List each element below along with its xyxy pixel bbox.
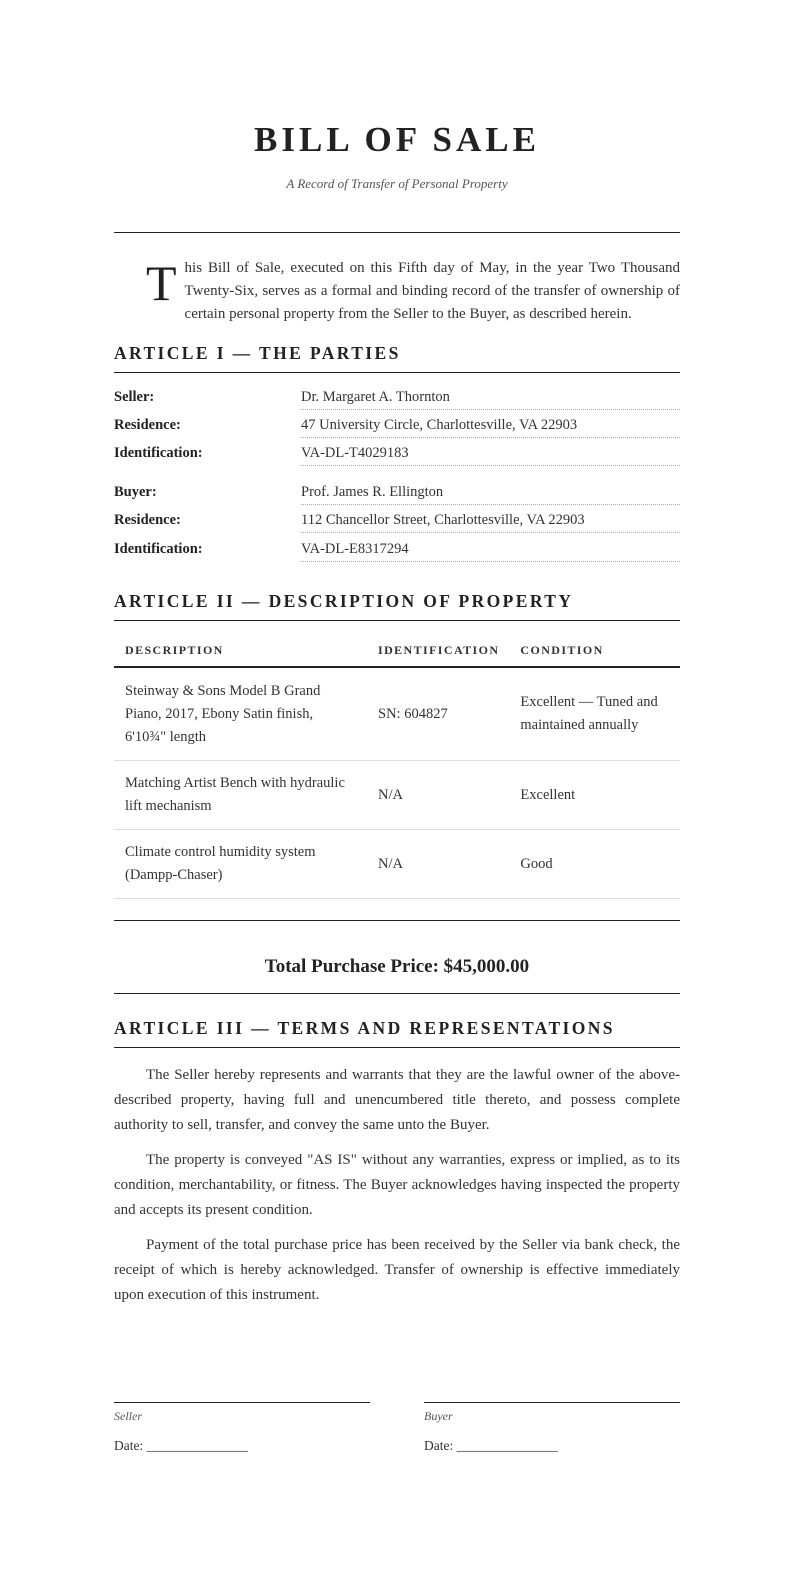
row-condition: Good bbox=[509, 830, 680, 899]
terms-paragraph: Payment of the total purchase price has been received by the Seller via bank check, the receipt of which is hereby acknowledged. Transfer of ownership is effective immediately upon execution of this instrument. bbox=[114, 1237, 680, 1303]
terms-section bbox=[114, 1063, 680, 1318]
table-row bbox=[114, 667, 680, 761]
article-3-heading: ARTICLE III — TERMS AND REPRESENTATIONS bbox=[114, 1018, 615, 1038]
terms-paragraph: The property is conveyed "AS IS" without any warranties, express or implied, as to its condition, merchantability, or fitness. The Buyer acknowledges having inspected the property and accepts its present condition. bbox=[114, 1152, 680, 1218]
buyer-signature-caption: Buyer bbox=[424, 1409, 453, 1423]
total-top-divider bbox=[114, 920, 680, 921]
buyer-id-value: VA-DL-E8317294 bbox=[301, 538, 680, 562]
buyer-residence-value: 112 Chancellor Street, Charlottesville, VA 22903 bbox=[301, 509, 680, 533]
document-subtitle: A Record of Transfer of Personal Property bbox=[286, 176, 508, 191]
seller-id-field bbox=[114, 442, 680, 466]
buyer-label: Buyer: bbox=[114, 484, 157, 500]
row-description: Steinway & Sons Model B Grand Piano, 2017, Ebony Satin finish, 6'10¾" length bbox=[114, 667, 367, 761]
buyer-signature-block bbox=[424, 1402, 680, 1455]
buyer-residence-label: Residence: bbox=[114, 512, 181, 528]
article-1-divider bbox=[114, 372, 680, 373]
seller-label: Seller: bbox=[114, 389, 155, 405]
table-row bbox=[114, 830, 680, 899]
seller-name-field bbox=[114, 386, 680, 410]
table-row bbox=[114, 761, 680, 830]
property-table-header bbox=[114, 637, 680, 667]
seller-id-value: VA-DL-T4029183 bbox=[301, 442, 680, 466]
property-table bbox=[114, 637, 680, 899]
total-bottom-divider bbox=[114, 993, 680, 994]
buyer-id-field bbox=[114, 538, 680, 562]
article-2-heading: ARTICLE II — DESCRIPTION OF PROPERTY bbox=[114, 591, 574, 611]
seller-date-field[interactable]: Date: _______________ bbox=[114, 1438, 248, 1453]
row-identification: SN: 604827 bbox=[367, 667, 509, 761]
buyer-value: Prof. James R. Ellington bbox=[301, 481, 680, 505]
total-purchase-price: Total Purchase Price: $45,000.00 bbox=[264, 956, 530, 977]
article-2-divider bbox=[114, 620, 680, 621]
article-3-divider bbox=[114, 1047, 680, 1048]
seller-signature-line[interactable] bbox=[114, 1402, 370, 1403]
buyer-signature-line[interactable] bbox=[424, 1402, 680, 1403]
seller-signature-block bbox=[114, 1402, 370, 1455]
seller-residence-label: Residence: bbox=[114, 417, 181, 433]
terms-paragraph: The Seller hereby represents and warrants that they are the lawful owner of the above-described property, having full and unencumbered title thereto, and possess complete authority to sell, transfer, and convey the same unto the Buyer. bbox=[114, 1067, 680, 1133]
seller-id-label: Identification: bbox=[114, 445, 203, 461]
seller-residence-value: 47 University Circle, Charlottesville, VA 22903 bbox=[301, 414, 680, 438]
seller-residence-field bbox=[114, 414, 680, 438]
row-identification: N/A bbox=[367, 761, 509, 830]
row-description: Matching Artist Bench with hydraulic lift mechanism bbox=[114, 761, 367, 830]
row-identification: N/A bbox=[367, 830, 509, 899]
buyer-name-field bbox=[114, 481, 680, 505]
column-header-identification: IDENTIFICATION bbox=[367, 637, 509, 667]
buyer-residence-field bbox=[114, 509, 680, 533]
drop-cap: T bbox=[146, 255, 177, 311]
seller-value: Dr. Margaret A. Thornton bbox=[301, 386, 680, 410]
seller-signature-caption: Seller bbox=[114, 1409, 142, 1423]
intro-text: his Bill of Sale, executed on this Fifth day of May, in the year Two Thousand Twenty-Six, serves as a formal and binding record of the transfer of ownership of certain personal property from the Seller to the Buyer, as described herein. bbox=[184, 260, 680, 322]
column-header-condition: CONDITION bbox=[509, 637, 680, 667]
row-condition: Excellent — Tuned and maintained annually bbox=[509, 667, 680, 761]
row-description: Climate control humidity system (Dampp-Chaser) bbox=[114, 830, 367, 899]
buyer-date-field[interactable]: Date: _______________ bbox=[424, 1438, 558, 1453]
column-header-description: DESCRIPTION bbox=[114, 637, 367, 667]
buyer-id-label: Identification: bbox=[114, 541, 203, 557]
title-divider bbox=[114, 232, 680, 233]
intro-paragraph bbox=[146, 257, 680, 326]
article-1-heading: ARTICLE I — THE PARTIES bbox=[114, 343, 401, 363]
document-title: BILL OF SALE bbox=[254, 120, 540, 159]
row-condition: Excellent bbox=[509, 761, 680, 830]
